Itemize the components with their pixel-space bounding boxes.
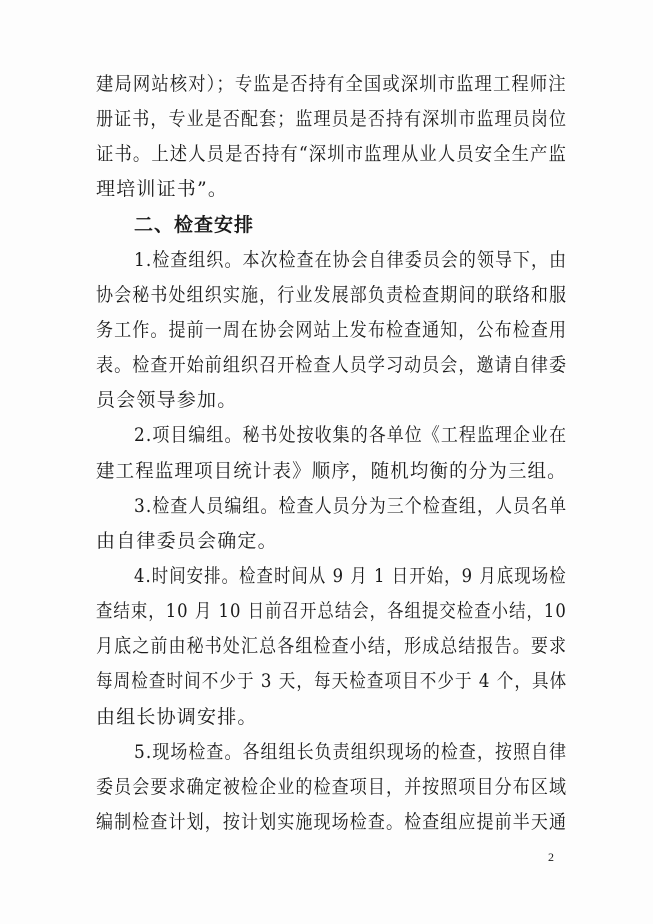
text-line: 由自律委员会确定。 <box>96 530 278 552</box>
paragraph-start-line: 5.现场检查。各组组长负责组织现场的检查，按照自律 <box>134 741 568 763</box>
paragraph-start-line: 2.项目编组。秘书处按收集的各单位《工程监理企业在 <box>134 424 568 446</box>
text-line: 每周检查时间不少于 3 天，每天检查项目不少于 4 个，具体 <box>96 670 568 692</box>
text-line: 册证书，专业是否配套；监理员是否持有深圳市监理员岗位 <box>96 108 568 130</box>
text-line: 协会秘书处组织实施，行业发展部负责检查期间的联络和服 <box>96 284 568 306</box>
text-line: 委员会要求确定被检企业的检查项目，并按照项目分布区域 <box>96 776 568 798</box>
paragraph-start-line: 1.检查组织。本次检查在协会自律委员会的领导下，由 <box>134 249 568 271</box>
text-line: 表。检查开始前组织召开检查人员学习动员会，邀请自律委 <box>96 354 568 376</box>
paragraph-start-line: 4.时间安排。检查时间从 9 月 1 日开始，9 月底现场检 <box>134 565 567 587</box>
page-number: 2 <box>548 850 554 864</box>
text-line: 由组长协调安排。 <box>96 706 258 728</box>
section-heading: 二、检查安排 <box>134 214 255 236</box>
text-line: 编制检查计划，按计划实施现场检查。检查组应提前半天通 <box>96 811 568 833</box>
text-line: 证书。上述人员是否持有“深圳市监理从业人员安全生产监 <box>96 143 567 165</box>
paragraph-start-line: 3.检查人员编组。检查人员分为三个检查组，人员名单 <box>134 495 568 517</box>
text-line: 建局网站核对）；专监是否持有全国或深圳市监理工程师注 <box>96 73 567 95</box>
text-line: 查结束，10 月 10 日前召开总结会，各组提交检查小结，10 <box>96 600 567 622</box>
text-line: 务工作。提前一周在协会网站上发布检查通知，公布检查用 <box>96 319 568 341</box>
text-line: 员会领导参加。 <box>96 389 238 411</box>
text-line: 理培训证书”。 <box>96 178 229 200</box>
text-line: 月底之前由秘书处汇总各组检查小结，形成总结报告。要求 <box>96 635 568 657</box>
text-line: 建工程监理项目统计表》顺序，随机均衡的分为三组。 <box>96 460 567 482</box>
